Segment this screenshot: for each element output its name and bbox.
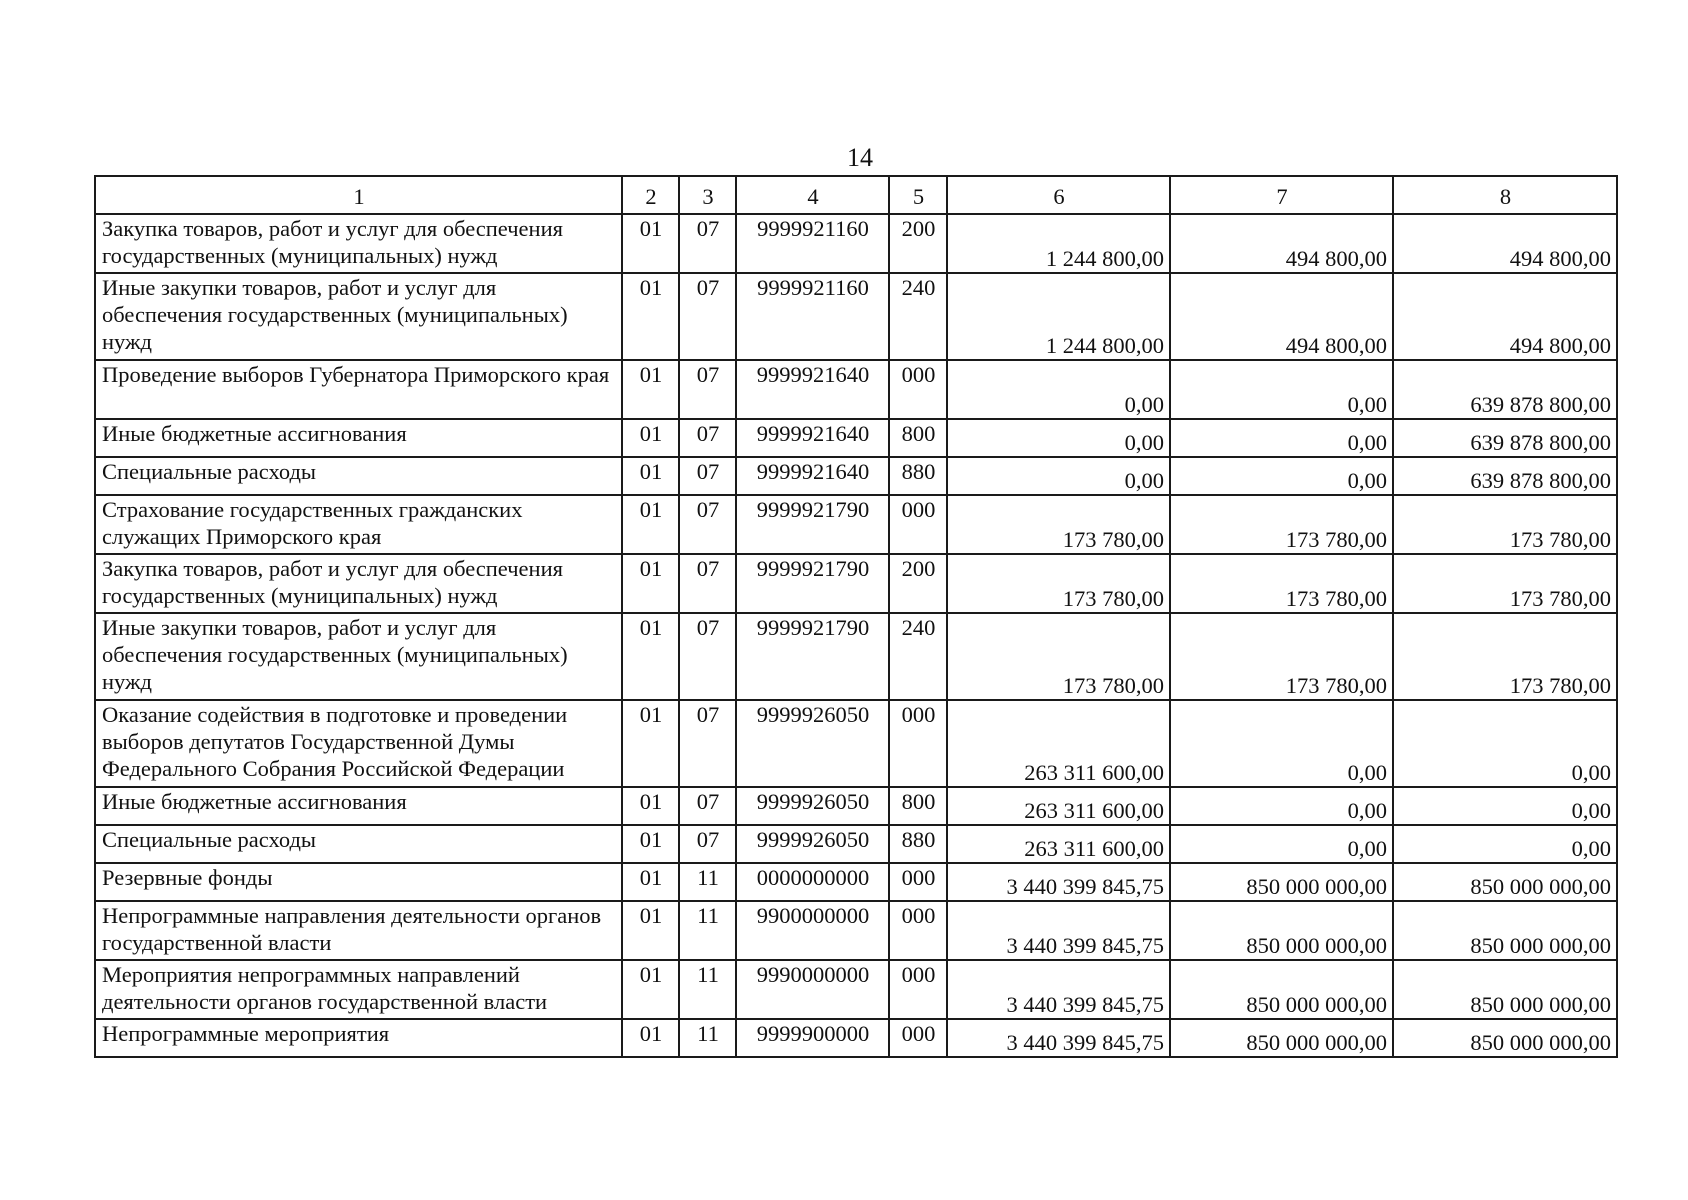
row-name-cell: Закупка товаров, работ и услуг для обеспечения государственных (муниципальных) нужд	[95, 214, 622, 273]
row-target-code-cell: 9999921790	[736, 613, 889, 700]
row-target-code-cell: 9999900000	[736, 1019, 889, 1057]
row-amount-col7-cell: 0,00	[1170, 457, 1393, 495]
row-amount-col8-cell: 850 000 000,00	[1393, 863, 1617, 901]
row-amount-col6-cell: 1 244 800,00	[947, 273, 1170, 360]
row-section-cell: 01	[622, 1019, 679, 1057]
row-name-cell: Специальные расходы	[95, 457, 622, 495]
header-cell-5: 5	[889, 176, 947, 214]
row-name-cell: Оказание содействия в подготовке и проведении выборов депутатов Государственной Думы Федерального Собрания Российской Федерации	[95, 700, 622, 787]
row-amount-col6-cell: 0,00	[947, 360, 1170, 419]
row-amount-col7-cell: 494 800,00	[1170, 214, 1393, 273]
row-name-cell: Закупка товаров, работ и услуг для обеспечения государственных (муниципальных) нужд	[95, 554, 622, 613]
row-subsection-cell: 07	[679, 825, 736, 863]
row-expense-type-cell: 880	[889, 825, 947, 863]
row-subsection-cell: 07	[679, 700, 736, 787]
row-section-cell: 01	[622, 960, 679, 1019]
row-amount-col7-cell: 0,00	[1170, 360, 1393, 419]
row-expense-type-cell: 200	[889, 554, 947, 613]
row-target-code-cell: 0000000000	[736, 863, 889, 901]
row-target-code-cell: 9999921160	[736, 273, 889, 360]
row-amount-col6-cell: 263 311 600,00	[947, 825, 1170, 863]
row-amount-col8-cell: 639 878 800,00	[1393, 360, 1617, 419]
row-amount-col7-cell: 850 000 000,00	[1170, 960, 1393, 1019]
row-amount-col8-cell: 0,00	[1393, 825, 1617, 863]
row-amount-col7-cell: 0,00	[1170, 825, 1393, 863]
row-expense-type-cell: 800	[889, 419, 947, 457]
row-expense-type-cell: 240	[889, 613, 947, 700]
row-amount-col6-cell: 173 780,00	[947, 554, 1170, 613]
row-amount-col7-cell: 0,00	[1170, 787, 1393, 825]
row-expense-type-cell: 000	[889, 1019, 947, 1057]
row-target-code-cell: 9999921790	[736, 554, 889, 613]
row-amount-col6-cell: 3 440 399 845,75	[947, 1019, 1170, 1057]
row-name-cell: Страхование государственных гражданских служащих Приморского края	[95, 495, 622, 554]
row-amount-col8-cell: 639 878 800,00	[1393, 457, 1617, 495]
row-section-cell: 01	[622, 613, 679, 700]
row-section-cell: 01	[622, 554, 679, 613]
header-cell-3: 3	[679, 176, 736, 214]
page-number: 14	[847, 143, 873, 172]
row-amount-col6-cell: 173 780,00	[947, 495, 1170, 554]
row-amount-col8-cell: 173 780,00	[1393, 554, 1617, 613]
header-cell-8: 8	[1393, 176, 1617, 214]
row-section-cell: 01	[622, 360, 679, 419]
table-row	[95, 901, 1617, 960]
header-row	[95, 176, 1617, 214]
row-subsection-cell: 11	[679, 1019, 736, 1057]
table-row	[95, 419, 1617, 457]
row-name-cell: Непрограммные направления деятельности органов государственной власти	[95, 901, 622, 960]
row-name-cell: Непрограммные мероприятия	[95, 1019, 622, 1057]
row-subsection-cell: 07	[679, 457, 736, 495]
budget-table	[94, 175, 1618, 1058]
table-row	[95, 1019, 1617, 1057]
row-target-code-cell: 9999921160	[736, 214, 889, 273]
row-section-cell: 01	[622, 214, 679, 273]
row-amount-col7-cell: 173 780,00	[1170, 554, 1393, 613]
table-row	[95, 273, 1617, 360]
row-expense-type-cell: 000	[889, 863, 947, 901]
row-expense-type-cell: 000	[889, 360, 947, 419]
row-amount-col7-cell: 494 800,00	[1170, 273, 1393, 360]
row-target-code-cell: 9999921640	[736, 419, 889, 457]
header-cell-1: 1	[95, 176, 622, 214]
header-cell-6: 6	[947, 176, 1170, 214]
row-name-cell: Мероприятия непрограммных направлений деятельности органов государственной власти	[95, 960, 622, 1019]
row-name-cell: Иные бюджетные ассигнования	[95, 419, 622, 457]
row-subsection-cell: 07	[679, 613, 736, 700]
row-expense-type-cell: 000	[889, 495, 947, 554]
row-name-cell: Проведение выборов Губернатора Приморского края	[95, 360, 622, 419]
row-amount-col7-cell: 173 780,00	[1170, 495, 1393, 554]
row-amount-col6-cell: 3 440 399 845,75	[947, 863, 1170, 901]
table-row	[95, 495, 1617, 554]
row-amount-col6-cell: 1 244 800,00	[947, 214, 1170, 273]
row-subsection-cell: 07	[679, 360, 736, 419]
row-amount-col8-cell: 494 800,00	[1393, 273, 1617, 360]
row-amount-col6-cell: 173 780,00	[947, 613, 1170, 700]
row-amount-col7-cell: 850 000 000,00	[1170, 901, 1393, 960]
row-amount-col8-cell: 850 000 000,00	[1393, 1019, 1617, 1057]
header-cell-7: 7	[1170, 176, 1393, 214]
table-row	[95, 825, 1617, 863]
table-body	[95, 176, 1617, 1057]
row-amount-col7-cell: 173 780,00	[1170, 613, 1393, 700]
row-amount-col8-cell: 850 000 000,00	[1393, 901, 1617, 960]
row-target-code-cell: 9999926050	[736, 825, 889, 863]
row-amount-col8-cell: 0,00	[1393, 787, 1617, 825]
row-amount-col8-cell: 173 780,00	[1393, 495, 1617, 554]
row-expense-type-cell: 880	[889, 457, 947, 495]
row-name-cell: Иные бюджетные ассигнования	[95, 787, 622, 825]
row-expense-type-cell: 000	[889, 901, 947, 960]
row-expense-type-cell: 000	[889, 960, 947, 1019]
row-section-cell: 01	[622, 419, 679, 457]
table-row	[95, 554, 1617, 613]
row-subsection-cell: 07	[679, 495, 736, 554]
row-target-code-cell: 9999926050	[736, 700, 889, 787]
row-name-cell: Специальные расходы	[95, 825, 622, 863]
row-subsection-cell: 11	[679, 960, 736, 1019]
header-cell-4: 4	[736, 176, 889, 214]
row-target-code-cell: 9999921640	[736, 360, 889, 419]
row-section-cell: 01	[622, 863, 679, 901]
table-row	[95, 863, 1617, 901]
row-name-cell: Иные закупки товаров, работ и услуг для обеспечения государственных (муниципальных) нужд	[95, 613, 622, 700]
row-amount-col6-cell: 3 440 399 845,75	[947, 901, 1170, 960]
row-target-code-cell: 9999926050	[736, 787, 889, 825]
row-expense-type-cell: 000	[889, 700, 947, 787]
row-target-code-cell: 9990000000	[736, 960, 889, 1019]
row-subsection-cell: 11	[679, 901, 736, 960]
row-amount-col6-cell: 3 440 399 845,75	[947, 960, 1170, 1019]
row-subsection-cell: 07	[679, 273, 736, 360]
header-cell-2: 2	[622, 176, 679, 214]
row-amount-col8-cell: 173 780,00	[1393, 613, 1617, 700]
table-row	[95, 457, 1617, 495]
row-target-code-cell: 9999921790	[736, 495, 889, 554]
row-section-cell: 01	[622, 787, 679, 825]
row-section-cell: 01	[622, 700, 679, 787]
row-expense-type-cell: 240	[889, 273, 947, 360]
row-amount-col6-cell: 0,00	[947, 457, 1170, 495]
row-section-cell: 01	[622, 825, 679, 863]
row-section-cell: 01	[622, 495, 679, 554]
row-target-code-cell: 9999921640	[736, 457, 889, 495]
row-amount-col7-cell: 850 000 000,00	[1170, 863, 1393, 901]
table-row	[95, 700, 1617, 787]
row-amount-col7-cell: 0,00	[1170, 700, 1393, 787]
table-row	[95, 960, 1617, 1019]
row-section-cell: 01	[622, 901, 679, 960]
row-subsection-cell: 07	[679, 419, 736, 457]
row-amount-col7-cell: 0,00	[1170, 419, 1393, 457]
row-amount-col8-cell: 639 878 800,00	[1393, 419, 1617, 457]
row-subsection-cell: 07	[679, 554, 736, 613]
row-target-code-cell: 9900000000	[736, 901, 889, 960]
row-section-cell: 01	[622, 457, 679, 495]
row-subsection-cell: 11	[679, 863, 736, 901]
table-row	[95, 214, 1617, 273]
row-expense-type-cell: 800	[889, 787, 947, 825]
row-expense-type-cell: 200	[889, 214, 947, 273]
row-subsection-cell: 07	[679, 214, 736, 273]
row-amount-col8-cell: 850 000 000,00	[1393, 960, 1617, 1019]
row-amount-col6-cell: 263 311 600,00	[947, 787, 1170, 825]
row-amount-col8-cell: 494 800,00	[1393, 214, 1617, 273]
row-section-cell: 01	[622, 273, 679, 360]
row-amount-col7-cell: 850 000 000,00	[1170, 1019, 1393, 1057]
table-row	[95, 613, 1617, 700]
table-row	[95, 360, 1617, 419]
row-subsection-cell: 07	[679, 787, 736, 825]
row-amount-col8-cell: 0,00	[1393, 700, 1617, 787]
table-row	[95, 787, 1617, 825]
row-name-cell: Иные закупки товаров, работ и услуг для обеспечения государственных (муниципальных) нужд	[95, 273, 622, 360]
row-amount-col6-cell: 263 311 600,00	[947, 700, 1170, 787]
row-amount-col6-cell: 0,00	[947, 419, 1170, 457]
row-name-cell: Резервные фонды	[95, 863, 622, 901]
